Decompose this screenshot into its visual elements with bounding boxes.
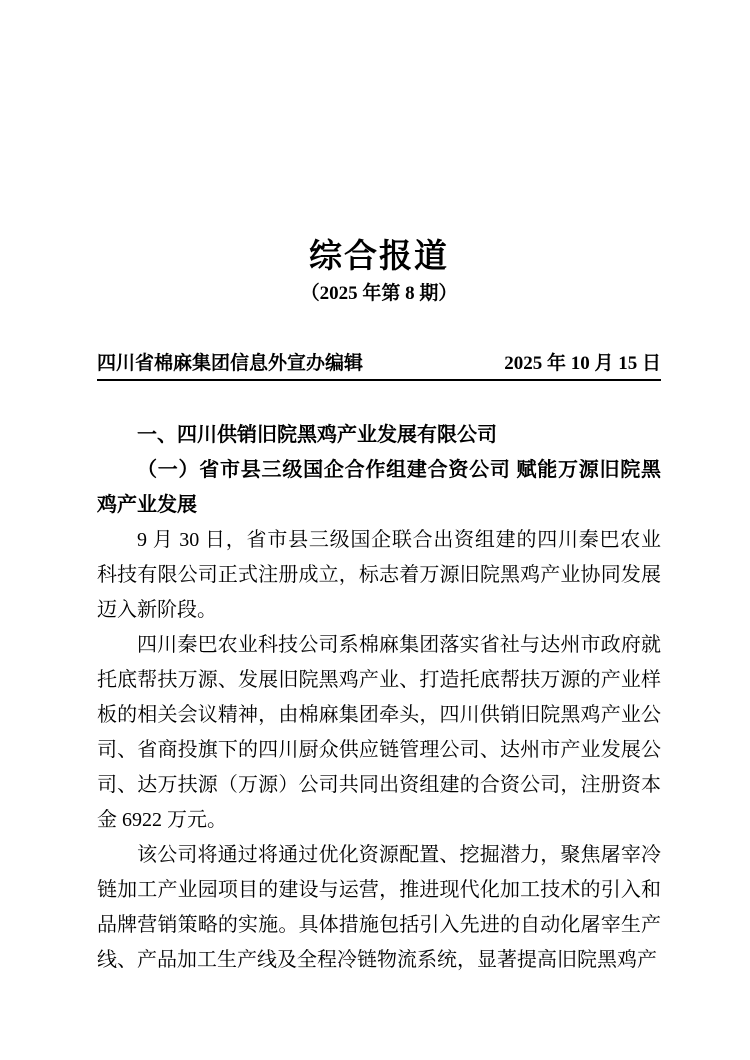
- subsection-heading: （一）省市县三级国企合作组建合资公司 赋能万源旧院黑鸡产业发展: [97, 459, 661, 516]
- publish-date: 2025 年 10 月 15 日: [504, 353, 661, 374]
- document-body: [97, 418, 661, 978]
- paragraph: 四川秦巴农业科技公司系棉麻集团落实省社与达州市政府就托底帮扶万源、发展旧院黑鸡产业、打造托底帮扶万源的产业样板的相关会议精神，由棉麻集团牵头，四川供销旧院黑鸡产业公司、省商投旗下的四川厨众供应链管理公司、达州市产业发展公司、达万扶源（万源）公司共同出资组建的合资公司，注册资本金 6922 万元。: [97, 634, 661, 831]
- editor-date-row: [97, 352, 661, 381]
- editor-label: 四川省棉麻集团信息外宣办编辑: [97, 353, 364, 374]
- document-header: [97, 0, 661, 381]
- paragraph: 该公司将通过将通过优化资源配置、挖掘潜力，聚焦屠宰冷链加工产业园项目的建设与运营，推进现代化加工技术的引入和品牌营销策略的实施。具体措施包括引入先进的自动化屠宰生产线、产品加工生产线及全程冷链物流系统，显著提高旧院黑鸡产: [97, 844, 661, 971]
- section-heading: 一、四川供销旧院黑鸡产业发展有限公司: [137, 424, 497, 446]
- issue-number: （2025 年第 8 期）: [300, 283, 458, 304]
- paragraph: 9 月 30 日，省市县三级国企联合出资组建的四川秦巴农业科技有限公司正式注册成立，标志着万源旧院黑鸡产业协同发展迈入新阶段。: [97, 529, 661, 621]
- document-title: 综合报道: [309, 239, 449, 275]
